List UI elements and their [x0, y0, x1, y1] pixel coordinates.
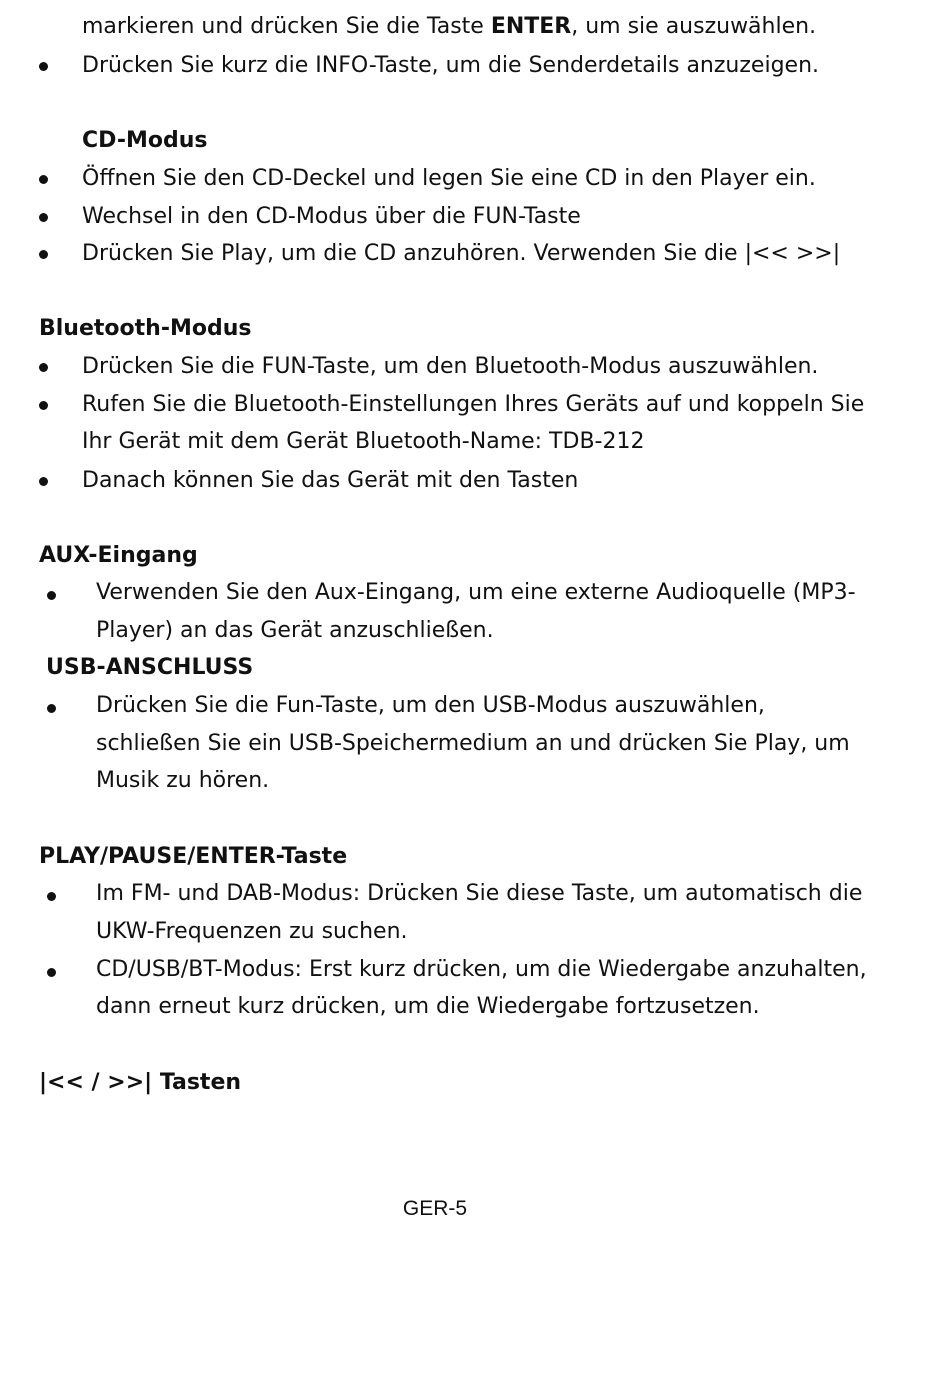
skip-buttons-heading: |<< / >>| Tasten [39, 1070, 242, 1095]
usb-item-line-1: Drücken Sie die Fun-Taste, um den USB-Modus auszuwählen, [96, 693, 765, 718]
bullet-dot [47, 968, 56, 977]
bullet-dot [39, 62, 48, 71]
cd-mode-heading: CD-Modus [82, 128, 208, 153]
bullet-dot [39, 175, 48, 184]
aux-input-heading: AUX-Eingang [39, 543, 198, 568]
play-item-1-line-1: Im FM- und DAB-Modus: Drücken Sie diese Taste, um automatisch die [96, 881, 863, 906]
cd-item-3: Drücken Sie Play, um die CD anzuhören. Verwenden Sie die |<< >>| [82, 241, 841, 266]
bullet-dot [39, 250, 48, 259]
play-item-2-line-2: dann erneut kurz drücken, um die Wiedergabe fortzusetzen. [96, 994, 760, 1019]
play-pause-enter-heading: PLAY/PAUSE/ENTER-Taste [39, 844, 348, 869]
aux-item-line-1: Verwenden Sie den Aux-Eingang, um eine externe Audioquelle (MP3- [96, 580, 856, 605]
intro-line-2: Drücken Sie kurz die INFO-Taste, um die Senderdetails anzuzeigen. [82, 53, 819, 78]
play-item-2-line-1: CD/USB/BT-Modus: Erst kurz drücken, um die Wiedergabe anzuhalten, [96, 957, 867, 982]
bullet-dot [47, 892, 56, 901]
bullet-dot [47, 591, 56, 600]
intro-line-1-end: , um sie auszuwählen. [571, 14, 817, 39]
intro-line-1 [82, 8, 816, 46]
usb-item-line-2: schließen Sie ein USB-Speichermedium an und drücken Sie Play, um [96, 731, 850, 756]
bullet-dot [39, 213, 48, 222]
intro-line-1-start: markieren und drücken Sie die Taste [82, 14, 491, 39]
bluetooth-item-3: Danach können Sie das Gerät mit den Tasten [82, 468, 579, 493]
bullet-dot [39, 363, 48, 372]
page-number: GER-5 [402, 1197, 468, 1220]
bluetooth-item-2-line-1: Rufen Sie die Bluetooth-Einstellungen Ihres Geräts auf und koppeln Sie [82, 392, 865, 417]
aux-item-line-2: Player) an das Gerät anzuschließen. [96, 618, 494, 643]
bluetooth-item-1: Drücken Sie die FUN-Taste, um den Bluetooth-Modus auszuwählen. [82, 354, 819, 379]
cd-item-2: Wechsel in den CD-Modus über die FUN-Taste [82, 204, 581, 229]
bullet-dot [47, 704, 56, 713]
bullet-dot [39, 401, 48, 410]
usb-item-line-3: Musik zu hören. [96, 768, 270, 793]
bullet-dot [39, 477, 48, 486]
enter-key-label: ENTER [490, 14, 572, 39]
cd-item-1: Öffnen Sie den CD-Deckel und legen Sie eine CD in den Player ein. [82, 166, 816, 191]
play-item-1-line-2: UKW-Frequenzen zu suchen. [96, 919, 408, 944]
bluetooth-mode-heading: Bluetooth-Modus [39, 316, 252, 341]
usb-port-heading: USB-ANSCHLUSS [46, 655, 254, 680]
bluetooth-item-2-line-2: Ihr Gerät mit dem Gerät Bluetooth-Name: TDB-212 [82, 429, 645, 454]
